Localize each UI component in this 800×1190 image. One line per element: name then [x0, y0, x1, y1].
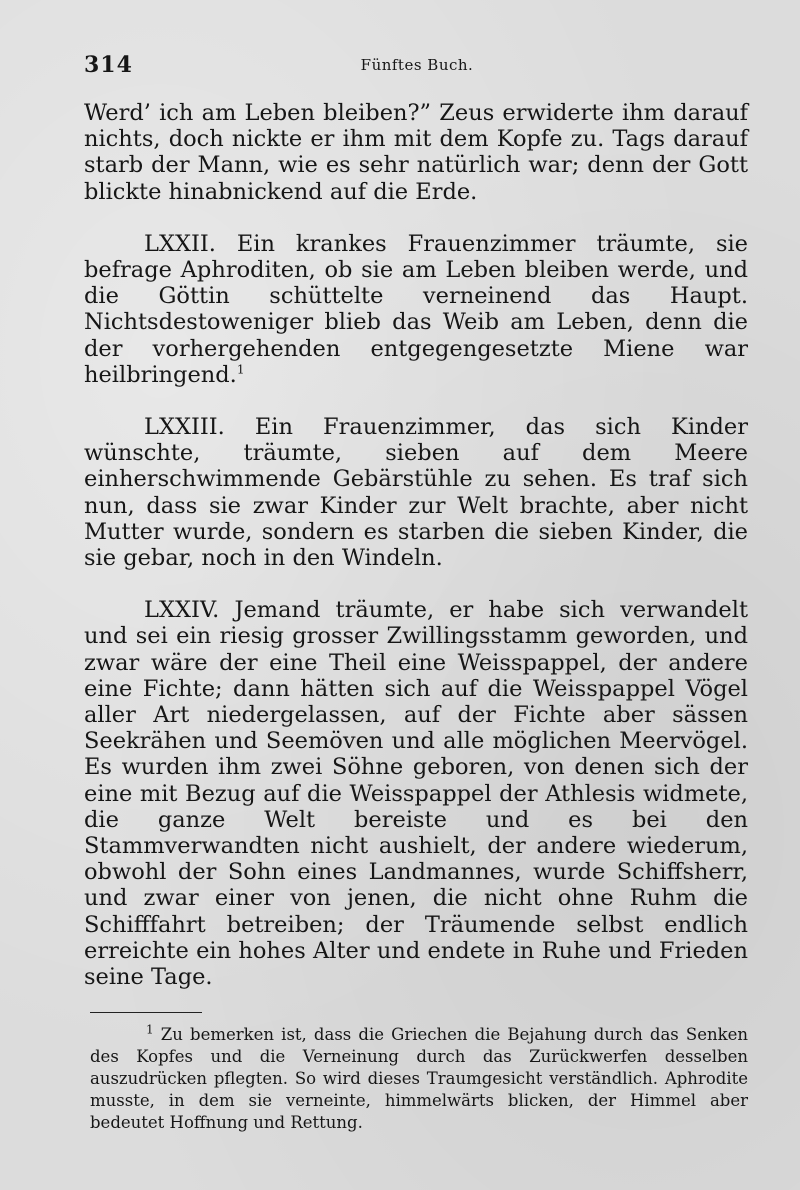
running-head [84, 52, 750, 80]
paragraph-lxxii [84, 231, 748, 388]
body-text [84, 100, 748, 990]
paragraph-continuation [84, 100, 748, 205]
page-number: 314 [84, 52, 133, 78]
paragraph-text: LXXIII. Ein Frauenzimmer, das sich Kinder wünschte, träumte, sieben auf dem Meere einherschwimmende Gebärstühle zu sehen. Es traf sich nun, dass sie zwar Kinder zur Welt brachte, aber nicht Mutter wurde, sondern es starben die sieben Kinder, die sie gebar, noch in den Windeln. [84, 414, 748, 572]
footnote-divider [90, 1012, 202, 1013]
paragraph-text: Werd’ ich am Leben bleiben?” Zeus erwiderte ihm darauf nichts, doch nickte er ihm mit dem Kopfe zu. Tags darauf starb der Mann, wie es sehr natürlich war; denn der Gott blickte hinabnickend auf die Erde. [84, 100, 748, 205]
paragraph-lxxiv [84, 597, 748, 990]
paragraph-lxxiii [84, 414, 748, 571]
footnote [90, 1024, 748, 1134]
footnote-marker: 1 [146, 1022, 154, 1037]
footnote-text: Zu bemerken ist, dass die Griechen die Bejahung durch das Senken des Kopfes und die Verneinung durch das Zurückwerfen desselben auszudrücken pflegten. So wird dieses Traumgesicht verständlich. Aphrodite musste, in dem sie verneinte, himmelwärts blicken, der Himmel aber bedeutet Hoffnung und Rettung. [90, 1025, 748, 1132]
book-title: Fünftes Buch. [360, 56, 474, 74]
footnote-reference[interactable]: 1 [236, 362, 245, 377]
paragraph-text: LXXIV. Jemand träumte, er habe sich verwandelt und sei ein riesig grosser Zwillingsstamm geworden, und zwar wäre der eine Theil eine Weisspappel, der andere eine Fichte; dann hätten sich auf die Weisspappel Vögel aller Art niedergelassen, auf der Fichte aber sässen Seekrähen und Seemöven und alle möglichen Meervögel. Es wurden ihm zwei Söhne geboren, von denen sich der eine mit Bezug auf die Weisspappel der Athlesis widmete, die ganze Welt bereiste und es bei den Stammverwandten nicht aushielt, der andere wiederum, obwohl der Sohn eines Landmannes, wurde Schiffsherr, und zwar einer von jenen, die nicht ohne Ruhm die Schifffahrt betreiben; der Träumende selbst endlich erreichte ein hohes Alter und endete in Ruhe und Frieden seine Tage. [84, 597, 748, 991]
paragraph-text: LXXII. Ein krankes Frauenzimmer träumte, sie befrage Aphroditen, ob sie am Leben bleiben werde, und die Göttin schüttelte verneinend das Haupt. Nichtsdestoweniger blieb das Weib am Leben, denn die der vorhergehenden entgegengesetzte Miene war heilbringend. [84, 230, 748, 388]
